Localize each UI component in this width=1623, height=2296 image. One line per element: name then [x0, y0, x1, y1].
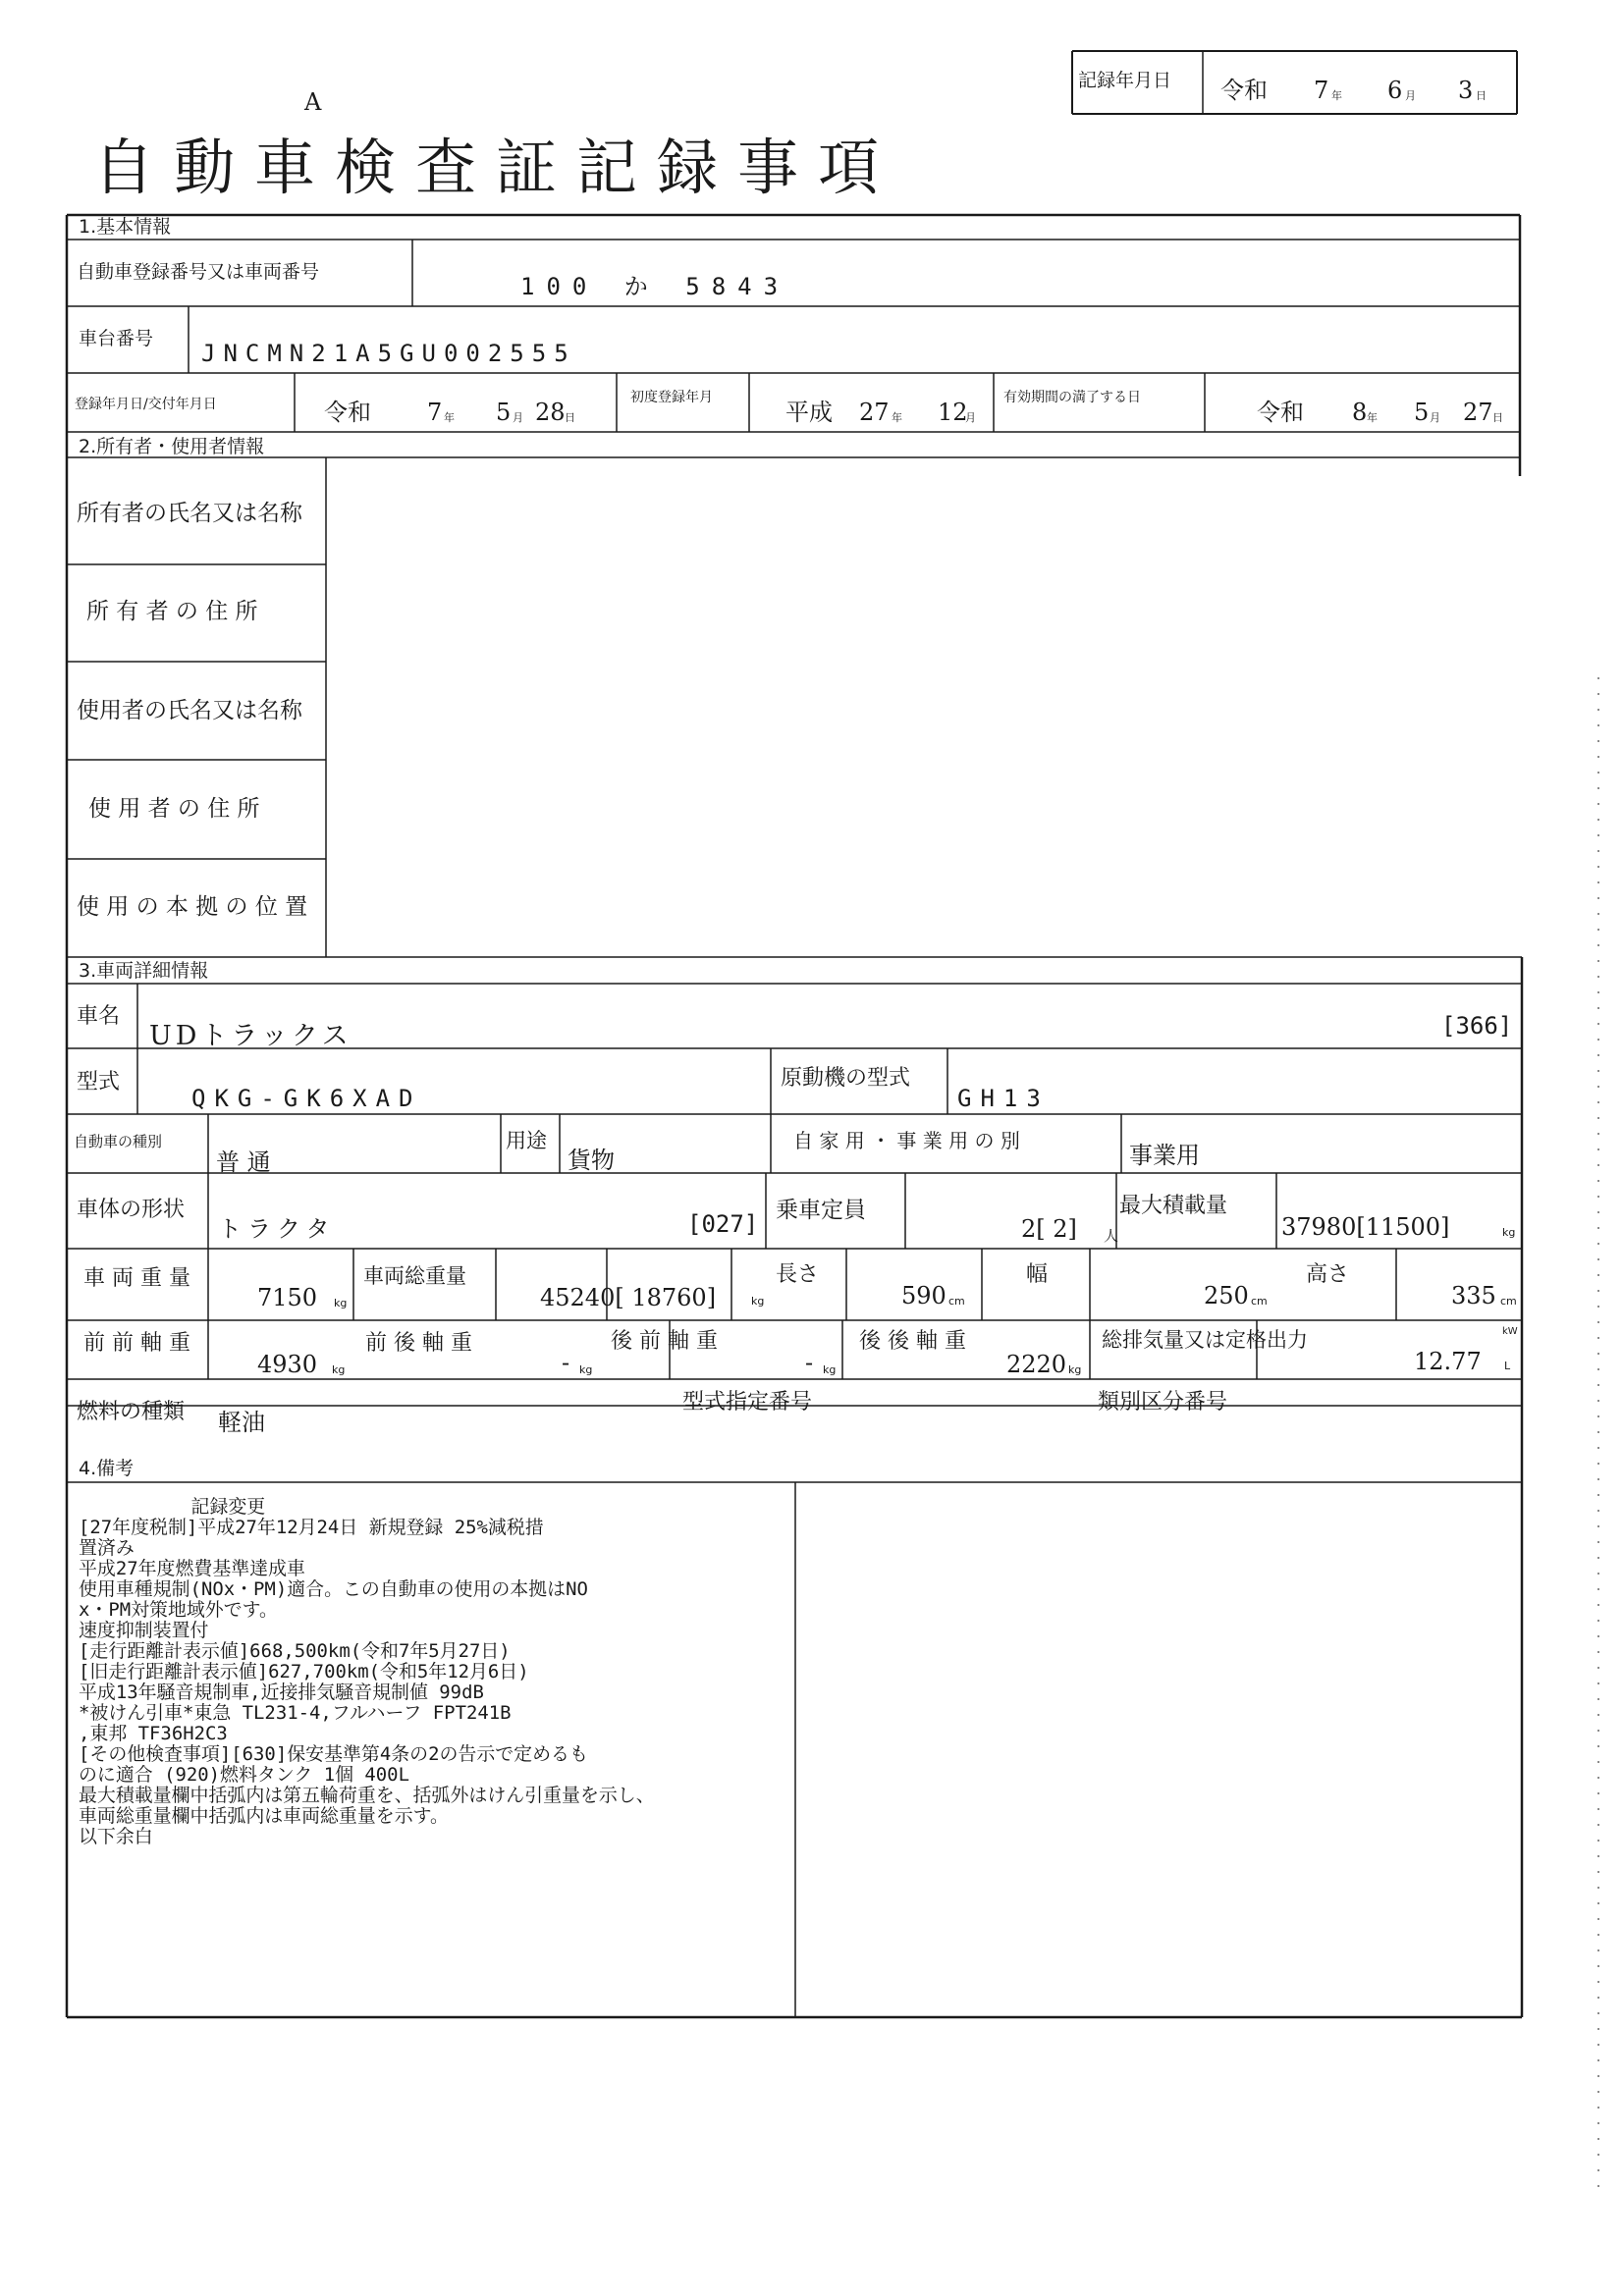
user-address-label: 使 用 者 の 住 所 — [88, 796, 260, 822]
private-business: 事業用 — [1129, 1142, 1200, 1169]
kind-label: 自動車の種別 — [74, 1133, 163, 1150]
user-name-label: 使用者の氏名又は名称 — [77, 698, 302, 723]
remarks-line: 最大積載量欄中括弧内は第五輪荷重を、括弧外はけん引重量を示し、 — [79, 1785, 655, 1806]
record-date-label: 記録年月日 — [1078, 70, 1172, 91]
use-label: 用途 — [506, 1129, 547, 1152]
vehicle-use: 貨物 — [568, 1147, 615, 1174]
registration-date-label: 登録年月日/交付年月日 — [75, 397, 217, 412]
car-name-code: [366] — [1441, 1012, 1513, 1040]
gross-weight-label: 車両総重量 — [363, 1264, 466, 1288]
category-label: 類別区分番号 — [1098, 1390, 1228, 1415]
type-designation-label: 型式指定番号 — [682, 1390, 813, 1415]
rf-axle-value: - — [805, 1349, 814, 1376]
fuel-label: 燃料の種類 — [77, 1400, 186, 1424]
height-label: 高さ — [1306, 1262, 1350, 1287]
fr-axle-label: 前 後 軸 重 — [365, 1331, 472, 1356]
capacity-label: 乗車定員 — [776, 1198, 866, 1223]
first-reg-label: 初度登録年月 — [630, 390, 713, 405]
expiry-date: 令和 8 年 5 月 27 日 — [1257, 399, 1503, 426]
rf-axle-label: 後 前 軸 重 — [611, 1329, 718, 1354]
body-shape: トラクタ — [218, 1215, 336, 1243]
fuel-type: 軽油 — [218, 1409, 265, 1436]
reg-number: 100 か 5843 — [520, 273, 790, 300]
ff-axle-value: 4930 — [257, 1351, 318, 1378]
vehicle-kind: 普 通 — [216, 1148, 271, 1176]
capacity: 2[ 2] — [1021, 1215, 1077, 1243]
remarks-line: [その他検査事項][630]保安基準第4条の2の告示で定めるも — [79, 1743, 588, 1765]
max-load: 37980[11500] — [1281, 1213, 1450, 1241]
section-vehicle-title: 3.車両詳細情報 — [79, 960, 209, 982]
displacement-label: 総排気量又は定格出力 — [1102, 1328, 1308, 1352]
remarks-line: *被けん引車*東急 TL231-4,フルハーフ FPT241B — [79, 1702, 512, 1724]
remarks-line: 平成27年度燃費基準達成車 — [79, 1558, 305, 1579]
remarks-line: 使用車種規制(NOx・PM)適合。この自動車の使用の本拠はNO — [79, 1578, 588, 1600]
gross-weight: 45240[ 18760] — [540, 1284, 717, 1311]
model-label: 型式 — [77, 1070, 121, 1095]
first-reg-date: 平成 27 年 12 月 — [785, 399, 976, 426]
chassis-number: JNCMN21A5GU002555 — [201, 340, 576, 367]
document-title: 自動車検査証記録事項 — [93, 132, 899, 203]
height-value: 335 — [1451, 1282, 1496, 1309]
section-remarks-title: 4.備考 — [79, 1458, 135, 1479]
weight-label: 車 両 重 量 — [83, 1266, 190, 1291]
remarks-line: [27年度税制]平成27年12月24日 新規登録 25%減税措 — [79, 1517, 544, 1538]
model-number: QKG-GK6XAD — [191, 1085, 422, 1112]
remarks-line: 平成13年騒音規制車,近接排気騒音規制値 99dB — [79, 1682, 484, 1703]
remarks-line: x・PM対策地域外です。 — [79, 1599, 278, 1621]
private-business-label: 自 家 用 ・ 事 業 用 の 別 — [793, 1129, 1020, 1152]
remarks-line: 記録変更 — [190, 1496, 266, 1518]
body-shape-label: 車体の形状 — [77, 1198, 186, 1222]
remarks-line: のに適合 (920)燃料タンク 1個 400L — [79, 1764, 409, 1786]
remarks-line: [旧走行距離計表示値]627,700km(令和5年12月6日) — [79, 1661, 529, 1682]
engine-model: GH13 — [957, 1085, 1050, 1112]
width-label: 幅 — [1026, 1262, 1049, 1287]
max-load-label: 最大積載量 — [1119, 1194, 1228, 1218]
section-basic-title: 1.基本情報 — [79, 216, 172, 238]
width-value: 250 — [1204, 1282, 1249, 1309]
rr-axle-value: 2220 — [1006, 1351, 1067, 1378]
record-date: 令和 7 年 6 月 3 日 — [1220, 77, 1487, 104]
length-label: 長さ — [776, 1262, 820, 1287]
expiry-label: 有効期間の満了する日 — [1003, 390, 1141, 405]
owner-address-label: 所 有 者 の 住 所 — [86, 599, 258, 624]
remarks-line: 置済み — [79, 1537, 135, 1559]
remarks-line: ,東邦 TF36H2C3 — [79, 1723, 228, 1744]
car-name: UDトラックス — [149, 1021, 352, 1051]
vehicle-weight: 7150 — [257, 1284, 318, 1311]
remarks-line: 車両総重量欄中括弧内は車両総重量を示す。 — [79, 1805, 449, 1827]
remarks-line: 速度抑制装置付 — [79, 1620, 209, 1641]
reg-number-label: 自動車登録番号又は車両番号 — [77, 261, 320, 283]
displacement-value: 12.77 — [1414, 1348, 1482, 1375]
page-marker: A — [304, 88, 322, 116]
rr-axle-label: 後 後 軸 重 — [859, 1329, 966, 1354]
ff-axle-label: 前 前 軸 重 — [83, 1331, 190, 1356]
length-value: 590 — [901, 1282, 947, 1309]
remarks-text — [79, 1497, 790, 1847]
remarks-line: [走行距離計表示値]668,500km(令和7年5月27日) — [79, 1640, 511, 1662]
car-name-label: 車名 — [77, 1004, 121, 1029]
body-shape-code: [027] — [687, 1210, 759, 1238]
base-location-label: 使 用 の 本 拠 の 位 置 — [77, 894, 308, 920]
engine-model-label: 原動機の型式 — [781, 1066, 911, 1091]
registration-date: 令和 7 年 5 月 28 日 — [324, 399, 575, 426]
remarks-line: 以下余白 — [79, 1826, 153, 1847]
fr-axle-value: - — [562, 1349, 570, 1376]
chassis-label: 車台番号 — [79, 328, 154, 349]
section-owner-title: 2.所有者・使用者情報 — [79, 436, 265, 457]
owner-name-label: 所有者の氏名又は名称 — [77, 501, 302, 526]
